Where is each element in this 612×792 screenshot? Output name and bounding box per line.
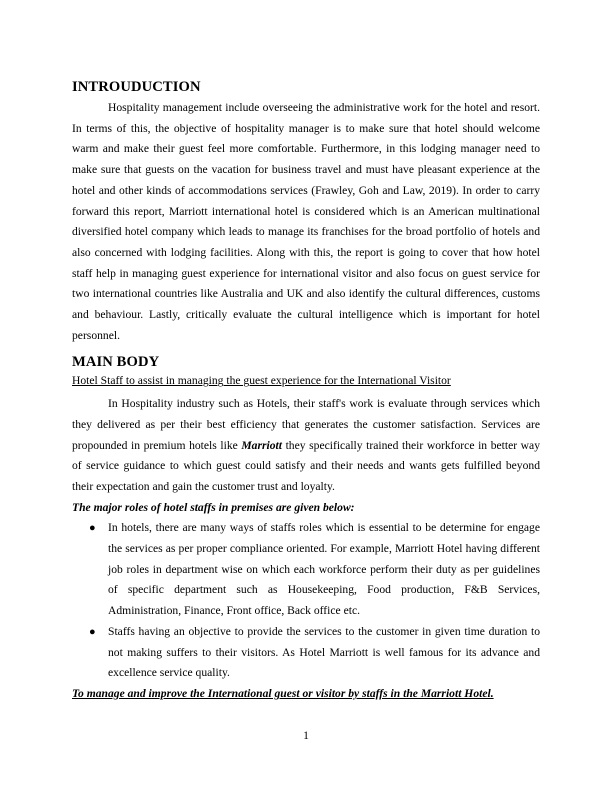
roles-heading: The major roles of hotel staffs in premises are given below: xyxy=(72,500,355,514)
list-item-text: Staffs having an objective to provide the services to the customer in given time duration to not making suffers to their visitors. As Hotel Marriott is well famous for its advance and excellence service quality. xyxy=(108,624,540,680)
bullet-icon: ● xyxy=(89,625,96,638)
intro-heading: INTROUDUCTION xyxy=(72,79,201,95)
page-number: 1 xyxy=(303,729,309,742)
list-item-text: In hotels, there are many ways of staffs roles which is essential to be determine for engage the services as per proper compliance oriented. For example, Marriott Hotel having different job roles in department wise on which each workforce perform their duty as per guidelines of specific department such as Housekeeping, Food production, F&B Services, Administration, Finance, Front office, Back office etc. xyxy=(108,521,540,618)
closing-heading: To manage and improve the International guest or visitor by staffs in the Marriott Hotel. xyxy=(72,686,494,700)
main-body-heading: MAIN BODY xyxy=(72,354,160,371)
hospitality-paragraph xyxy=(72,394,540,498)
hospitality-paragraph-end: they specifically trained their workforce in better way of service guidance to which guest could satisfy and their needs and wants gets fulfilled beyond their expectation and gain the customer trust and loyalty. xyxy=(72,438,541,493)
roles-list xyxy=(72,518,540,684)
hospitality-paragraph-start: In Hospitality industry such as Hotels, their staff's work is evaluate through services which they delivered as per their best efficiency that generates the customer satisfaction. Services are propounded in premium hotels like xyxy=(72,397,540,452)
document-page xyxy=(72,72,540,705)
bullet-icon: ● xyxy=(89,522,96,535)
intro-paragraph: Hospitality management include overseeing the administrative work for the hotel and resort. In terms of this, the objective of hospitality manager is to make sure that hotel should welcome warm and make their guest feel more comfortable. Furthermore, in this lodging manager need to make sure that guests on the vacation for business travel and must have pleasant experience at the hotel and other kinds of accommodations services (Frawley, Goh and Law, 2019). In order to carry forward this report, Marriott international hotel is considered which is an American multinational diversified hotel company which leads to manage its franchises for the broad portfolio of hotels and also concerned with lodging facilities. Along with this, the report is going to cover that how hotel staff help in managing guest experience for international visitor and also focus on guest service for two international countries like Australia and UK and also identify the cultural differences, customs and behaviour. Lastly, critically evaluate the cultural intelligence which is important for hotel personnel. xyxy=(72,101,540,342)
staff-assist-subheading: Hotel Staff to assist in managing the guest experience for the International Visitor xyxy=(72,374,451,388)
marriott-emphasis: Marriott xyxy=(241,438,282,452)
list-item xyxy=(72,518,540,622)
list-item xyxy=(72,622,540,684)
